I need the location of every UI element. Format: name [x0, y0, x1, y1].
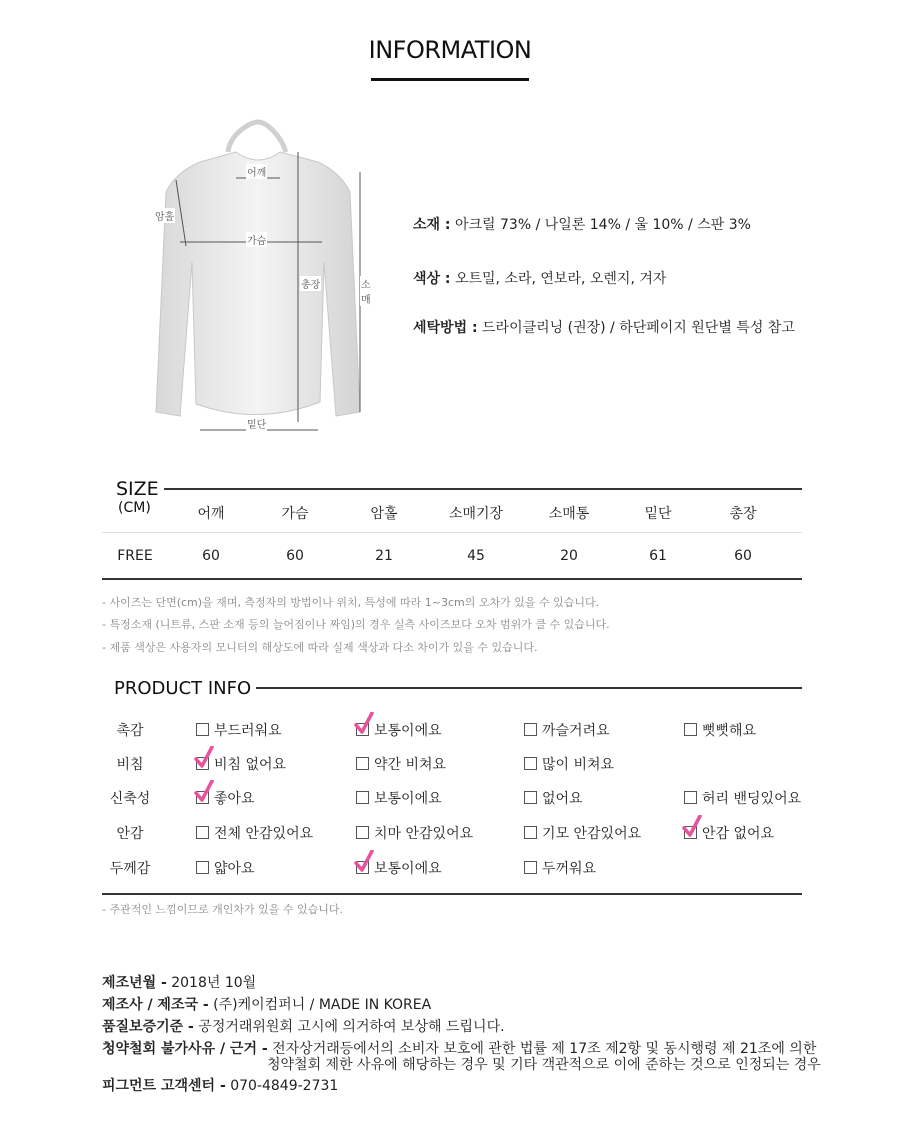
product-info-option-label: 좋아요 [214, 791, 255, 807]
checkbox-icon [524, 861, 537, 874]
size-note-2: - 특정소재 (니트류, 스판 소재 등의 늘어짐이나 짜임)의 경우 실측 사이즈보다 오차 범위가 클 수 있습니다. [102, 618, 610, 631]
product-info-option [356, 858, 442, 878]
customer-center-label: 피그먼트 고객센터 - [102, 1078, 226, 1094]
wash-value: 드라이클리닝 (권장) / 하단페이지 원단별 특성 참고 [482, 320, 795, 336]
product-info-option [196, 720, 282, 740]
size-cell-chest: 60 [286, 548, 304, 564]
size-cell-armhole: 21 [375, 548, 393, 564]
size-cell-sleeve-width: 20 [560, 548, 578, 564]
checkbox-checked-icon [356, 861, 369, 874]
customer-center [102, 1075, 338, 1095]
size-header-armhole: 암홀 [370, 506, 398, 522]
fabric-info [413, 214, 751, 234]
product-info-option-label: 보통이에요 [374, 723, 442, 739]
color-label: 색상 : [413, 271, 451, 287]
product-info-option [356, 823, 473, 843]
product-info-option [684, 788, 801, 808]
product-info-option-label: 약간 비쳐요 [374, 757, 447, 773]
product-info-row-label: 두께감 [109, 861, 151, 877]
product-info-option-label: 부드러워요 [214, 723, 282, 739]
product-info-option-label: 보통이에요 [374, 791, 442, 807]
label-chest: 가슴 [246, 232, 267, 247]
withdraw-line-1: 전자상거래등에서의 소비자 보호에 관한 법률 제 17조 제2항 및 동시행령 제 21조에 의한 [272, 1041, 817, 1057]
size-note-3: - 제품 색상은 사용자의 모니터의 해상도에 따라 실제 색상과 다소 차이가 있을 수 있습니다. [102, 641, 538, 654]
product-info-option-label: 기모 안감있어요 [542, 826, 642, 842]
label-armhole: 암홀 [154, 208, 175, 223]
product-info-option [524, 754, 614, 774]
checkbox-icon [356, 826, 369, 839]
sweater-illustration [140, 112, 380, 442]
wash-label: 세탁방법 : [413, 320, 478, 336]
product-info-option [524, 858, 596, 878]
checkbox-icon [196, 723, 209, 736]
product-info-option [356, 754, 446, 774]
checkbox-icon [524, 826, 537, 839]
size-row-label: FREE [117, 548, 153, 564]
product-info-note: - 주관적인 느낌이므로 개인차가 있을 수 있습니다. [102, 903, 343, 916]
product-info-row-label: 신축성 [109, 791, 151, 807]
product-info-option [524, 823, 641, 843]
product-info-option-label: 얇아요 [214, 861, 255, 877]
title-underline [371, 78, 529, 81]
manufacturer [102, 994, 431, 1014]
checkbox-icon [524, 791, 537, 804]
size-header-shoulder: 어깨 [197, 506, 225, 522]
garment-size-diagram [140, 112, 380, 442]
checkbox-icon [684, 723, 697, 736]
size-table-top-rule [164, 488, 802, 490]
manufacture-date-label: 제조년월 - [102, 975, 167, 991]
product-info-bottom-rule [102, 893, 802, 895]
fabric-value: 아크릴 73% / 나일론 14% / 울 10% / 스판 3% [454, 217, 751, 233]
product-info-option-label: 허리 밴딩있어요 [702, 791, 802, 807]
product-info-option-label: 많이 비쳐요 [542, 757, 615, 773]
size-table-bottom-rule [102, 578, 802, 580]
checkbox-icon [684, 791, 697, 804]
product-info-option-label: 비침 없어요 [214, 757, 287, 773]
product-info-option-label: 보통이에요 [374, 861, 442, 877]
size-cell-sleeve-length: 45 [467, 548, 485, 564]
product-info-option [524, 720, 610, 740]
size-table-divider [102, 532, 802, 533]
checkbox-icon [524, 723, 537, 736]
fabric-label: 소재 : [413, 217, 451, 233]
size-header-hem: 밑단 [644, 506, 672, 522]
color-info [413, 268, 666, 288]
warranty-label: 품질보증기준 - [102, 1019, 194, 1035]
product-info-option-label: 뻣뻣해요 [702, 723, 757, 739]
checkbox-icon [196, 861, 209, 874]
checkbox-checked-icon [356, 723, 369, 736]
color-value: 오트밀, 소라, 연보라, 오렌지, 겨자 [454, 271, 667, 287]
size-header-chest: 가슴 [281, 506, 309, 522]
product-info-option [196, 858, 255, 878]
size-header-sleeve-length: 소매기장 [448, 506, 504, 522]
size-note-1: - 사이즈는 단면(cm)을 재며, 측정자의 방법이나 위치, 특성에 따라 1~3cm의 오차가 있을 수 있습니다. [102, 596, 600, 609]
product-info-option [684, 823, 774, 843]
label-hem: 밑단 [246, 416, 267, 431]
wash-info [413, 317, 795, 337]
checkbox-icon [196, 826, 209, 839]
checkbox-icon [356, 791, 369, 804]
product-info-row-label: 비침 [116, 757, 144, 773]
withdraw-line-2: 청약철회 제한 사유에 해당하는 경우 및 기타 객관적으로 이에 준하는 것으로 인정되는 경우 [267, 1057, 821, 1073]
product-info-option-label: 까슬거려요 [542, 723, 610, 739]
product-info-top-rule [256, 687, 802, 689]
size-cell-hem: 61 [649, 548, 667, 564]
label-length: 총장 [300, 276, 321, 291]
checkmark-icon [354, 850, 374, 872]
size-header-length: 총장 [729, 506, 757, 522]
withdraw-label: 청약철회 불가사유 / 근거 - [102, 1041, 268, 1057]
manufacture-date [102, 972, 256, 992]
checkmark-icon [194, 746, 214, 768]
warranty-value: 공정거래위원회 고시에 의거하여 보상해 드립니다. [198, 1019, 505, 1035]
product-info-option [196, 754, 286, 774]
product-info-option [524, 788, 583, 808]
size-unit: (CM) [118, 500, 151, 516]
checkbox-checked-icon [684, 826, 697, 839]
checkbox-icon [356, 757, 369, 770]
size-title: SIZE [116, 478, 159, 500]
product-info-title: PRODUCT INFO [114, 678, 252, 699]
size-header-sleeve-width: 소매통 [548, 506, 590, 522]
product-info-option-label: 전체 안감있어요 [214, 826, 314, 842]
product-info-row-label: 촉감 [116, 723, 144, 739]
product-info-option-label: 두꺼워요 [542, 861, 597, 877]
product-info-option [196, 788, 255, 808]
customer-center-phone: 070-4849-2731 [230, 1078, 339, 1094]
label-sleeve: 소매 [360, 276, 380, 306]
checkmark-icon [682, 815, 702, 837]
manufacturer-label: 제조사 / 제조국 - [102, 997, 209, 1013]
label-shoulder: 어깨 [246, 164, 267, 179]
product-info-option-label: 없어요 [542, 791, 583, 807]
size-cell-shoulder: 60 [202, 548, 220, 564]
checkmark-icon [194, 780, 214, 802]
checkbox-checked-icon [196, 791, 209, 804]
product-info-option [684, 720, 756, 740]
checkmark-icon [354, 712, 374, 734]
manufacturer-value: (주)케이컴퍼니 / MADE IN KOREA [213, 997, 432, 1013]
checkbox-checked-icon [196, 757, 209, 770]
product-info-option [356, 720, 442, 740]
page-title: INFORMATION [368, 36, 532, 64]
size-cell-length: 60 [734, 548, 752, 564]
checkbox-icon [524, 757, 537, 770]
product-info-option-label: 안감 없어요 [702, 826, 775, 842]
product-info-option [356, 788, 442, 808]
warranty [102, 1016, 505, 1036]
product-info-row-label: 안감 [116, 826, 144, 842]
product-info-option [196, 823, 313, 843]
manufacture-date-value: 2018년 10월 [171, 975, 257, 991]
product-info-option-label: 치마 안감있어요 [374, 826, 474, 842]
